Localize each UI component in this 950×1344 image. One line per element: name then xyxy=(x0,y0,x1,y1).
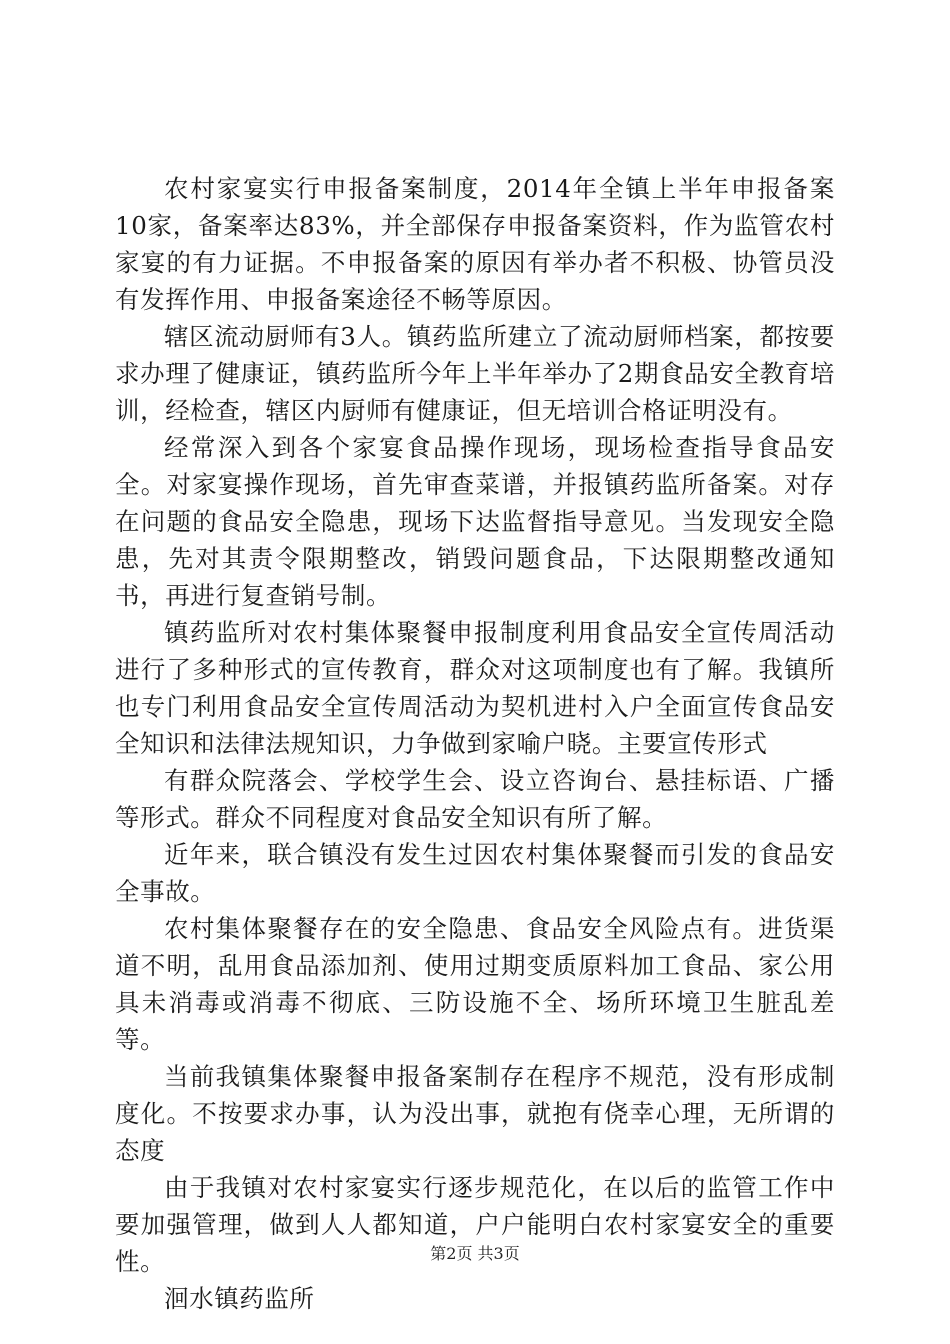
paragraph-6: 近年来，联合镇没有发生过因农村集体聚餐而引发的食品安全事故。 xyxy=(115,840,835,906)
paragraph-3: 经常深入到各个家宴食品操作现场，现场检查指导食品安全。对家宴操作现场，首先审查菜谱，并报镇药监所备案。对存在问题的食品安全隐患，现场下达监督指导意见。当发现安全隐患，先对其责令限期整改，销毁问题食品，下达限期整改通知书，再进行复查销号制。 xyxy=(115,433,835,610)
signature: 洄水镇药监所 xyxy=(164,1284,315,1313)
document-body xyxy=(115,170,835,1317)
paragraph-5: 有群众院落会、学校学生会、设立咨询台、悬挂标语、广播等形式。群众不同程度对食品安全知识有所了解。 xyxy=(115,766,835,832)
paragraph-4: 镇药监所对农村集体聚餐申报制度利用食品安全宣传周活动进行了多种形式的宣传教育，群众对这项制度也有了解。我镇所也专门利用食品安全宣传周活动为契机进村入户全面宣传食品安全知识和法律法规知识，力争做到家喻户晓。主要宣传形式 xyxy=(115,618,835,758)
paragraph-1: 农村家宴实行申报备案制度，2014年全镇上半年申报备案10家，备案率达83%，并全部保存申报备案资料，作为监管农村家宴的有力证据。不申报备案的原因有举办者不积极、协管员没有发挥作用、申报备案途径不畅等原因。 xyxy=(115,174,835,314)
page-number-footer: 第2页 共3页 xyxy=(430,1244,520,1263)
paragraph-7: 农村集体聚餐存在的安全隐患、食品安全风险点有。进货渠道不明，乱用食品添加剂、使用过期变质原料加工食品、家公用具未消毒或消毒不彻底、三防设施不全、场所环境卫生脏乱差等。 xyxy=(115,914,835,1054)
paragraph-2: 辖区流动厨师有3人。镇药监所建立了流动厨师档案，都按要求办理了健康证，镇药监所今年上半年举办了2期食品安全教育培训，经检查，辖区内厨师有健康证，但无培训合格证明没有。 xyxy=(115,322,835,425)
paragraph-8: 当前我镇集体聚餐申报备案制存在程序不规范，没有形成制度化。不按要求办事，认为没出事，就抱有侥幸心理，无所谓的态度 xyxy=(115,1062,835,1165)
paragraph-9: 由于我镇对农村家宴实行逐步规范化，在以后的监管工作中要加强管理，做到人人都知道，户户能明白农村家宴安全的重要性。 xyxy=(115,1173,835,1276)
